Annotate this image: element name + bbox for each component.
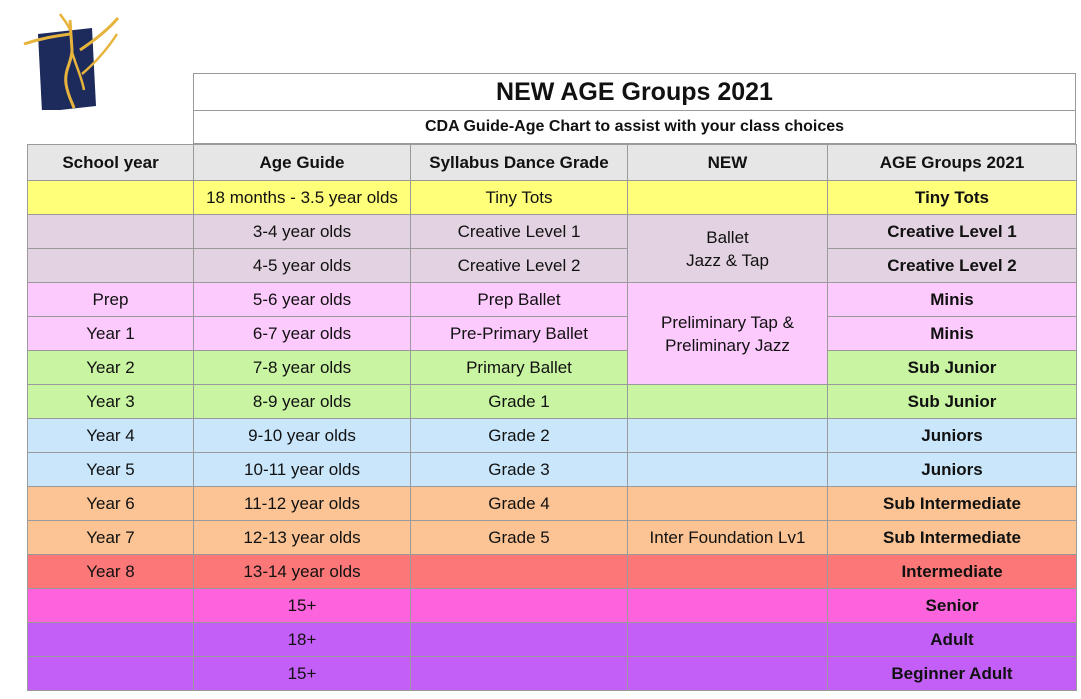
dancer-logo-icon <box>22 12 122 110</box>
syllabus-grade-cell: Creative Level 1 <box>411 215 628 249</box>
column-header-age-guide: Age Guide <box>194 145 411 181</box>
new-class-cell <box>628 555 828 589</box>
table-row <box>28 215 1077 249</box>
age-group-cell: Sub Intermediate <box>828 521 1077 555</box>
age-guide-cell: 6-7 year olds <box>194 317 411 351</box>
age-guide-cell: 9-10 year olds <box>194 419 411 453</box>
school-year-cell: Year 7 <box>28 521 194 555</box>
table-row <box>28 249 1077 283</box>
table-row <box>28 657 1077 691</box>
age-guide-cell: 15+ <box>194 657 411 691</box>
syllabus-grade-cell: Grade 5 <box>411 521 628 555</box>
age-guide-cell: 15+ <box>194 589 411 623</box>
table-row <box>28 317 1077 351</box>
age-group-cell: Minis <box>828 283 1077 317</box>
syllabus-grade-cell: Grade 1 <box>411 385 628 419</box>
age-guide-cell: 11-12 year olds <box>194 487 411 521</box>
school-year-cell: Year 3 <box>28 385 194 419</box>
age-guide-cell: 18+ <box>194 623 411 657</box>
syllabus-grade-cell: Grade 2 <box>411 419 628 453</box>
table-row <box>28 589 1077 623</box>
age-group-cell: Sub Junior <box>828 351 1077 385</box>
column-header-new: NEW <box>628 145 828 181</box>
syllabus-grade-cell <box>411 623 628 657</box>
new-class-cell: Ballet Jazz & Tap <box>628 215 828 283</box>
age-group-cell: Juniors <box>828 419 1077 453</box>
table-row <box>28 555 1077 589</box>
age-group-cell: Sub Junior <box>828 385 1077 419</box>
table-row <box>28 419 1077 453</box>
table-row <box>28 181 1077 215</box>
table-header-row <box>28 145 1077 181</box>
age-group-cell: Senior <box>828 589 1077 623</box>
age-guide-cell: 18 months - 3.5 year olds <box>194 181 411 215</box>
age-guide-cell: 12-13 year olds <box>194 521 411 555</box>
school-year-cell: Year 6 <box>28 487 194 521</box>
column-header-syllabus-grade: Syllabus Dance Grade <box>411 145 628 181</box>
syllabus-grade-cell <box>411 555 628 589</box>
new-class-cell <box>628 419 828 453</box>
school-year-cell <box>28 249 194 283</box>
new-class-cell: Preliminary Tap & Preliminary Jazz <box>628 283 828 385</box>
school-year-cell <box>28 181 194 215</box>
age-group-cell: Tiny Tots <box>828 181 1077 215</box>
age-group-cell: Minis <box>828 317 1077 351</box>
column-header-school-year: School year <box>28 145 194 181</box>
school-year-cell: Year 2 <box>28 351 194 385</box>
age-guide-cell: 5-6 year olds <box>194 283 411 317</box>
school-year-cell <box>28 623 194 657</box>
age-guide-cell: 8-9 year olds <box>194 385 411 419</box>
table-row <box>28 453 1077 487</box>
new-class-cell <box>628 385 828 419</box>
age-guide-cell: 13-14 year olds <box>194 555 411 589</box>
syllabus-grade-cell: Grade 3 <box>411 453 628 487</box>
new-class-cell <box>628 487 828 521</box>
school-year-cell <box>28 589 194 623</box>
column-header-age-groups: AGE Groups 2021 <box>828 145 1077 181</box>
school-year-cell: Year 8 <box>28 555 194 589</box>
age-guide-cell: 7-8 year olds <box>194 351 411 385</box>
age-group-cell: Intermediate <box>828 555 1077 589</box>
school-year-cell: Year 5 <box>28 453 194 487</box>
age-guide-cell: 4-5 year olds <box>194 249 411 283</box>
page-subtitle: CDA Guide-Age Chart to assist with your class choices <box>193 110 1076 144</box>
age-guide-cell: 10-11 year olds <box>194 453 411 487</box>
school-year-cell <box>28 657 194 691</box>
syllabus-grade-cell: Prep Ballet <box>411 283 628 317</box>
table-row <box>28 351 1077 385</box>
syllabus-grade-cell: Pre-Primary Ballet <box>411 317 628 351</box>
table-row <box>28 487 1077 521</box>
new-class-cell: Inter Foundation Lv1 <box>628 521 828 555</box>
syllabus-grade-cell <box>411 657 628 691</box>
school-year-cell <box>28 215 194 249</box>
table-row <box>28 283 1077 317</box>
syllabus-grade-cell <box>411 589 628 623</box>
page-title: NEW AGE Groups 2021 <box>193 73 1076 110</box>
new-class-cell <box>628 453 828 487</box>
syllabus-grade-cell: Creative Level 2 <box>411 249 628 283</box>
school-year-cell: Year 4 <box>28 419 194 453</box>
age-group-cell: Sub Intermediate <box>828 487 1077 521</box>
syllabus-grade-cell: Tiny Tots <box>411 181 628 215</box>
new-class-cell <box>628 657 828 691</box>
new-class-cell <box>628 181 828 215</box>
age-guide-cell: 3-4 year olds <box>194 215 411 249</box>
new-class-cell <box>628 589 828 623</box>
table-body <box>28 181 1077 691</box>
age-groups-table <box>27 144 1077 691</box>
table-row <box>28 623 1077 657</box>
age-group-cell: Juniors <box>828 453 1077 487</box>
syllabus-grade-cell: Grade 4 <box>411 487 628 521</box>
age-group-cell: Beginner Adult <box>828 657 1077 691</box>
age-group-cell: Creative Level 2 <box>828 249 1077 283</box>
table-row <box>28 385 1077 419</box>
school-year-cell: Year 1 <box>28 317 194 351</box>
syllabus-grade-cell: Primary Ballet <box>411 351 628 385</box>
table-row <box>28 521 1077 555</box>
school-year-cell: Prep <box>28 283 194 317</box>
age-group-cell: Creative Level 1 <box>828 215 1077 249</box>
new-class-cell <box>628 623 828 657</box>
age-group-cell: Adult <box>828 623 1077 657</box>
